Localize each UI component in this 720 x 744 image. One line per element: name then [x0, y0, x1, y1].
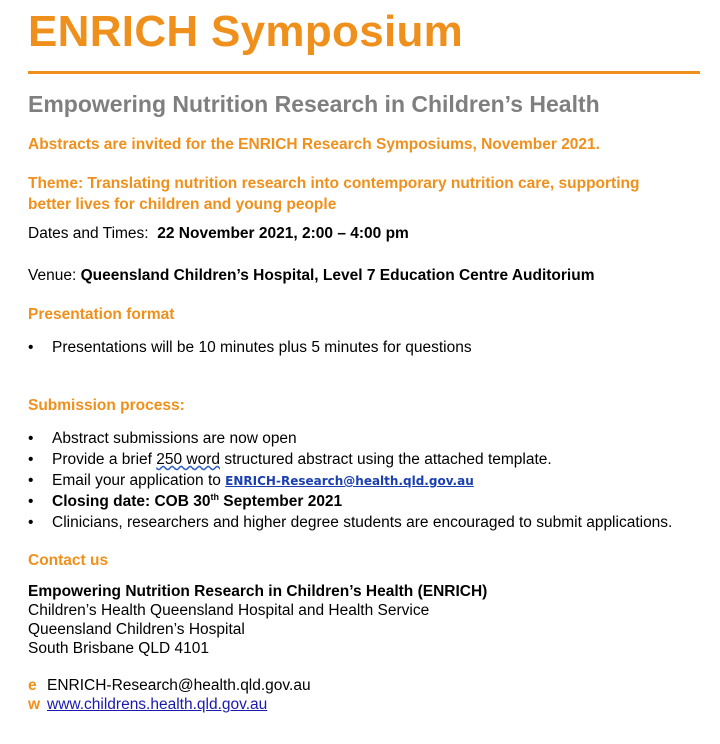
contact-email[interactable]: ENRICH-Research@health.qld.gov.au [47, 677, 311, 694]
dates-value: 22 November 2021, 2:00 – 4:00 pm [157, 225, 409, 242]
bullet-icon: • [28, 472, 34, 489]
venue-label: Venue: [28, 267, 77, 284]
page-title: ENRICH Symposium [28, 7, 464, 56]
contact-hospital: Queensland Children’s Hospital [28, 621, 245, 638]
dates-row [28, 224, 409, 244]
contact-web-row [28, 695, 267, 715]
bullet-icon: • [28, 451, 34, 468]
contact-heading: Contact us [28, 552, 109, 569]
title-divider [28, 71, 700, 74]
bullet-icon: • [28, 514, 34, 531]
web-letter: w [28, 696, 41, 713]
dates-label: Dates and Times: [28, 225, 149, 242]
submission-item-open: Abstract submissions are now open [52, 430, 297, 447]
website-link[interactable]: www.childrens.health.qld.gov.au [47, 696, 268, 713]
venue-row [28, 266, 594, 286]
contact-org: Empowering Nutrition Research in Children’s Health (ENRICH) [28, 583, 488, 600]
word-count-text: 250 word [156, 451, 221, 468]
submission-item-email: Email your application to ENRICH-Research@health.qld.gov.au [52, 472, 474, 489]
invite-text: Abstracts are invited for the ENRICH Research Symposiums, November 2021. [28, 136, 600, 153]
page-subtitle: Empowering Nutrition Research in Children’s Health [28, 91, 600, 117]
contact-service: Children’s Health Queensland Hospital and Health Service [28, 602, 430, 619]
theme-line-2: better lives for children and young people [28, 196, 337, 213]
theme-line-1: Theme: Translating nutrition research into contemporary nutrition care, supporting [28, 175, 640, 192]
submission-item-closing: Closing date: COB 30th September 2021 [52, 491, 343, 510]
bullet-icon: • [28, 493, 34, 510]
email-letter: e [28, 677, 37, 694]
bullet-icon: • [28, 339, 34, 356]
bullet-icon: • [28, 430, 34, 447]
presentation-item: Presentations will be 10 minutes plus 5 minutes for questions [52, 339, 472, 356]
contact-email-row [28, 676, 311, 696]
submission-heading: Submission process: [28, 397, 185, 414]
presentation-heading: Presentation format [28, 306, 175, 323]
submission-item-eligibility: Clinicians, researchers and higher degree students are encouraged to submit applications. [52, 514, 673, 531]
submission-item-abstract: Provide a brief 250 word structured abstract using the attached template. [52, 451, 552, 468]
contact-address: South Brisbane QLD 4101 [28, 640, 209, 657]
venue-value: Queensland Children’s Hospital, Level 7 Education Centre Auditorium [80, 267, 595, 284]
submission-email-link[interactable]: ENRICH-Research@health.qld.gov.au [225, 474, 474, 488]
